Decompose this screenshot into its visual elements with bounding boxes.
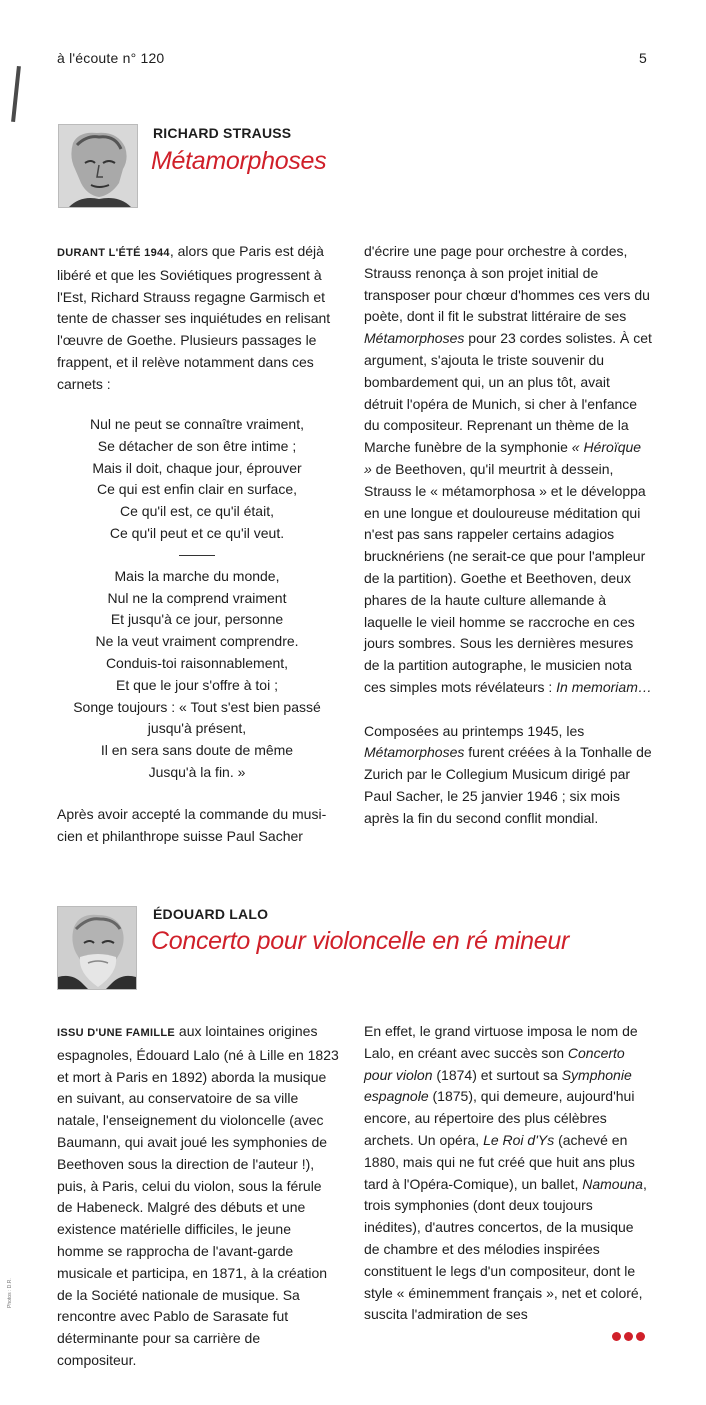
strauss-closing-line-2: cien et philanthrope suisse Paul Sacher	[57, 827, 303, 844]
work-title-concerto: Concerto pour violoncelle en ré mineur	[151, 927, 569, 955]
text-run: , trois symphonies (dont deux toujours inédites), d'autres concertos, de la musique de chambre et des mélodies inspirées constituent le legs d'un compositeur, dont le style « éminemment français », net et coloré, suscita l'admiration de ses	[364, 1175, 647, 1323]
text-run: En effet, le grand virtuose imposa le nom de Lalo, en créant avec succès son	[364, 1023, 638, 1061]
text-run: (achevé en 1880, mais qui ne fut créé que huit ans plus tard à l'Opéra-Comique), un ballet,	[364, 1131, 635, 1192]
strauss-left-closing	[57, 804, 347, 848]
text-run: de Beethoven, qu'il meurtrit à dessein, Strauss le « métamorphosa » et le développa en une longue et douloureuse méditation qui n'est pas sans rappeler certains adagios brucknériens (ne serait-ce que pour l'ampleur de la partition). Goethe et Beethoven, deux phares de la haute culture allemande à laquelle le vieil homme se raccroche en ces jours sombres. Sous les dernières mesures de la partition autographe, le musicien nota ces simples mots révélateurs :	[364, 460, 646, 695]
text-run-italic: Symphonie espagnole	[364, 1066, 632, 1105]
poem-line: Nul ne peut se connaître vraiment,	[89, 416, 304, 432]
strauss-closing-line-1: Après avoir accepté la commande du musi-	[57, 806, 327, 822]
strauss-portrait	[58, 124, 138, 208]
poem-line: Songe toujours : « Tout s'est bien passé	[73, 698, 321, 715]
strauss-right-paragraph-2	[364, 721, 652, 830]
poem-line: Ce qu'il est, ce qu'il était,	[120, 503, 274, 520]
continue-dot-icon	[636, 1332, 645, 1341]
poem-line: Ne la veut vraiment comprendre.	[95, 633, 299, 650]
strauss-intro-line-3: l'Est, Richard Strauss regagne Garmisch et	[57, 288, 326, 305]
strauss-intro-line-1: , alors que Paris est déjà	[169, 243, 324, 259]
continued-indicator	[612, 1328, 652, 1344]
poem-line: Ce qu'il peut et ce qu'il veut.	[109, 524, 285, 541]
strauss-intro-line-4: tente de chasser ses inquiétudes en relisant	[57, 310, 331, 327]
lalo-portrait-drawing	[58, 907, 136, 989]
lalo-lead-in: ISSU D'UNE FAMILLE	[57, 1027, 176, 1039]
text-run-italic: « Héroïque »	[364, 439, 642, 477]
strauss-intro-line-6: frappent, et il relève notamment dans ces	[57, 353, 314, 370]
poem-line: Et que le jour s'offre à toi ;	[116, 676, 278, 693]
text-run-italic: Concerto pour violon	[364, 1044, 625, 1083]
poem-line: Mais la marche du monde,	[114, 567, 280, 584]
poem-line: Il en sera sans doute de même	[100, 742, 294, 759]
lalo-portrait	[57, 906, 137, 990]
photo-credit: Photos : D.R.	[7, 1278, 13, 1308]
goethe-poem	[57, 414, 337, 784]
text-run-italic: Métamorphoses	[364, 744, 465, 761]
scan-edge-mark	[11, 66, 21, 122]
poem-line: Ce qui est enfin clair en surface,	[97, 481, 297, 498]
strauss-right-column	[364, 241, 652, 830]
poem-line: jusqu'à présent,	[147, 720, 247, 737]
strauss-intro-first-line	[57, 241, 337, 265]
strauss-lead-in: DURANT L'ÉTÉ 1944	[57, 247, 170, 259]
text-run-italic: In memoriam…	[556, 678, 652, 695]
text-run-italic: Namouna	[582, 1175, 643, 1192]
text-run-italic: Le Roi d'Ys	[483, 1131, 555, 1148]
work-title-metamorphoses: Métamorphoses	[151, 147, 327, 175]
continue-dot-icon	[624, 1332, 633, 1341]
text-run: (1874) et surtout sa	[432, 1066, 562, 1083]
text-run: furent créées à la Tonhalle de Zurich par le Collegium Musicum dirigé par Paul Sacher, le 25 janvier 1946 ; six mois après la fin du second conflit mondial.	[364, 744, 652, 826]
poem-line: Conduis-toi raisonnablement,	[105, 654, 289, 671]
poem-line: Mais il doit, chaque jour, éprouver	[92, 459, 302, 476]
text-run: Composées au printemps 1945, les	[364, 722, 585, 739]
magazine-issue-header: à l'écoute n° 120	[57, 50, 165, 66]
text-run: pour 23 cordes solistes. À cet argument, s'ajouta le triste souvenir du bombardement qui, un an plus tôt, avait détruit l'opéra de Munich, si cher à l'enfance du compositeur. Reprenant un thème de la Marche funèbre de la symphonie	[364, 330, 652, 456]
lalo-right-paragraph	[364, 1021, 652, 1326]
text-run: (1875), qui demeure, aujourd'hui encore, au répertoire des plus célèbres archets. Un opéra,	[364, 1088, 635, 1148]
poem-line: Jusqu'à la fin. »	[148, 763, 246, 780]
composer-name-lalo: ÉDOUARD LALO	[153, 906, 269, 922]
strauss-left-column	[57, 241, 337, 396]
strauss-intro-line-5: l'œuvre de Goethe. Plusieurs passages le	[57, 332, 317, 349]
poem-line: Se détacher de son être intime ;	[97, 437, 297, 454]
lalo-left-column	[57, 1021, 341, 1372]
strauss-portrait-drawing	[59, 125, 137, 207]
continue-dot-icon	[612, 1332, 621, 1341]
composer-name-strauss: RICHARD STRAUSS	[153, 125, 292, 141]
strauss-right-paragraph-1	[364, 241, 652, 699]
strauss-intro-line-7: carnets :	[57, 375, 111, 392]
poem-stanza-divider	[179, 555, 215, 556]
text-run-italic: Métamorphoses	[364, 330, 465, 347]
page-number: 5	[639, 50, 647, 66]
poem-line: Nul ne la comprend vraiment	[107, 589, 287, 606]
lalo-left-paragraph	[57, 1021, 341, 1372]
poem-line: Et jusqu'à ce jour, personne	[110, 611, 284, 628]
text-run: aux lointaines origines espagnoles, Édouard Lalo (né à Lille en 1823 et mort à Paris en 1892) aborda la musique en suivant, au conservatoire de sa ville natale, l'enseignement du violoncelle (avec Baumann, qui avait joué les symphonies de Beethoven sous la direction de l'auteur !), puis, à Paris, celui du violon, sous la férule de Habeneck. Malgré des débuts et une existence matérielle difficiles, le jeune homme se rapprocha de l'avant-garde musicale et participa, en 1871, à la création de la Société nationale de musique. Sa rencontre avec Pablo de Sarasate fut déterminante pour sa carrière de compositeur.	[57, 1023, 339, 1368]
strauss-intro-line-2: libéré et que les Soviétiques progressent à	[57, 266, 322, 283]
text-run: d'écrire une page pour orchestre à cordes, Strauss renonça à son projet initial de transposer pour chœur d'hommes ces vers du poète, dont il fit le substrat littéraire de ses	[364, 243, 650, 325]
lalo-right-column	[364, 1021, 652, 1326]
